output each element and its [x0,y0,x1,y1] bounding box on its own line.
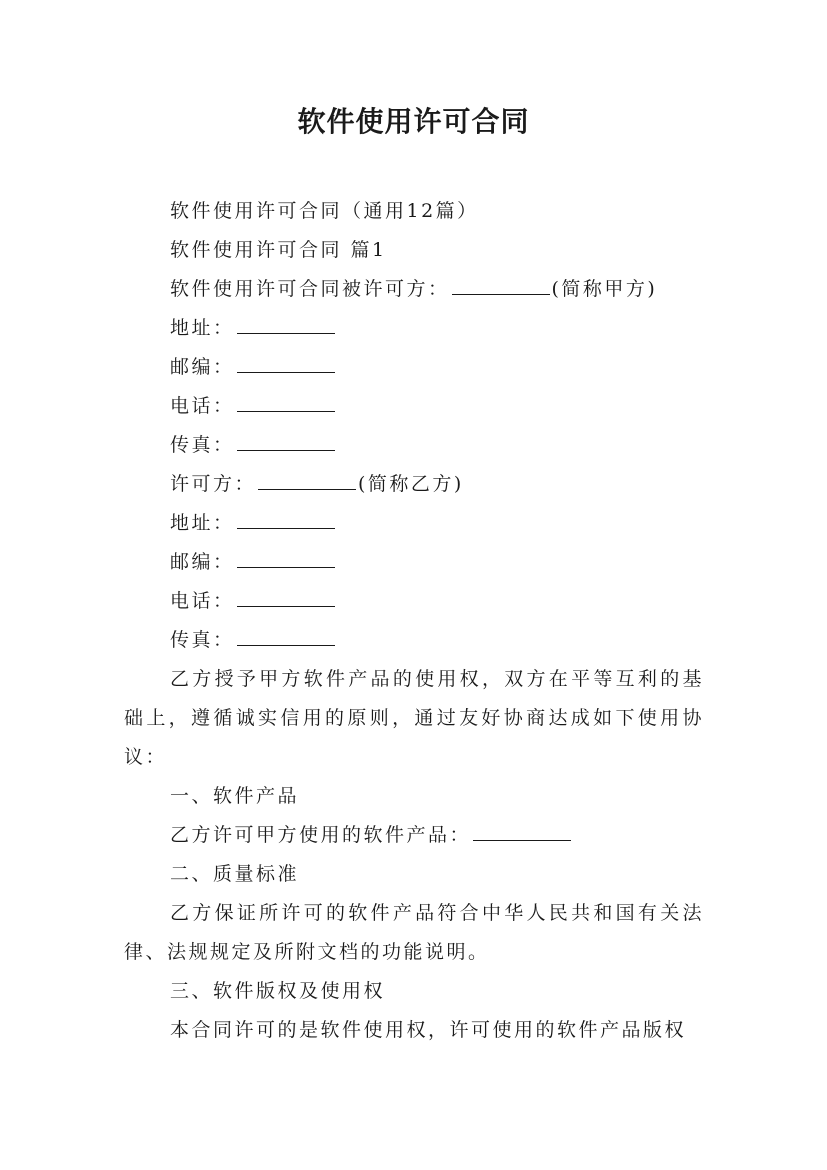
intro-paragraph: 乙方授予甲方软件产品的使用权，双方在平等互利的基础上，遵循诚实信用的原则，通过友好协商达成如下使用协议： [124,668,704,768]
licensor-phone-line [124,582,704,621]
licensor-postcode-line [124,543,704,582]
licensee-label: 软件使用许可合同被许可方： [170,278,450,300]
licensee-address-label: 地址： [170,317,235,339]
licensor-phone-blank [237,584,335,607]
licensor-postcode-label: 邮编： [170,551,235,573]
licensee-line [124,270,704,309]
licensee-address-blank [237,311,335,334]
licensee-suffix: (简称甲方) [551,278,658,300]
article-text: 软件使用许可合同 篇1 [170,239,387,261]
licensee-postcode-blank [237,350,335,373]
subtitle-line [124,192,704,231]
licensee-fax-label: 传真： [170,434,235,456]
licensor-address-line [124,504,704,543]
section1-text: 乙方许可甲方使用的软件产品： [170,824,472,846]
licensee-phone-label: 电话： [170,395,235,417]
section3-heading: 三、软件版权及使用权 [170,980,386,1002]
licensee-postcode-label: 邮编： [170,356,235,378]
licensor-phone-label: 电话： [170,590,235,612]
document-title: 软件使用许可合同 [297,105,530,138]
licensor-fax-label: 传真： [170,629,235,651]
licensee-fax-line [124,426,704,465]
licensor-address-label: 地址： [170,512,235,534]
licensee-fax-blank [237,428,335,451]
section1-line [124,816,704,855]
licensor-suffix: (简称乙方) [358,473,464,495]
licensee-postcode-line [124,348,704,387]
section2-heading: 二、质量标准 [170,863,300,885]
subtitle-text: 软件使用许可合同（通用12篇） [170,200,479,222]
licensee-phone-blank [237,389,335,412]
section1-heading: 一、软件产品 [170,785,300,807]
licensee-name-blank [452,272,550,295]
licensee-phone-line [124,387,704,426]
licensor-address-blank [237,506,335,529]
licensor-label: 许可方： [170,473,257,495]
article-line [124,231,704,270]
licensor-name-blank [258,467,356,490]
section3-paragraph: 本合同许可的是软件使用权，许可使用的软件产品版权 [170,1019,687,1041]
licensor-fax-line [124,621,704,660]
section2-paragraph: 乙方保证所许可的软件产品符合中华人民共和国有关法律、法规规定及所附文档的功能说明。 [124,902,704,963]
software-product-blank [473,818,571,841]
licensor-line [124,465,704,504]
licensor-postcode-blank [237,545,335,568]
document-body [124,192,704,1050]
licensee-address-line [124,309,704,348]
licensor-fax-blank [237,623,335,646]
